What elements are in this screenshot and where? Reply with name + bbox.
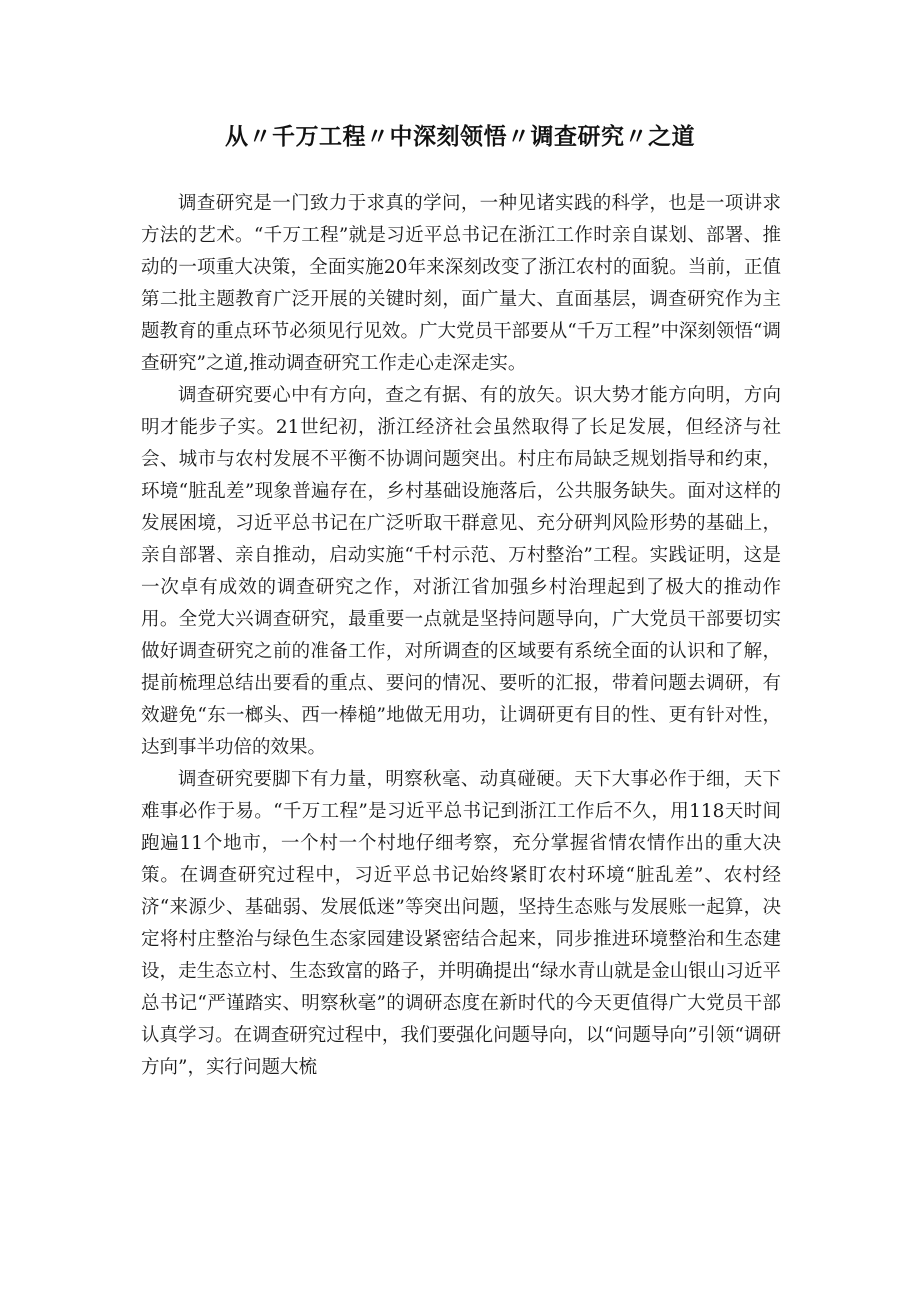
paragraph-1: 调查研究是一门致力于求真的学问，一种见诸实践的科学，也是一项讲求方法的艺术。“千万工程”就是习近平总书记在浙江工作时亲自谋划、部署、推动的一项重大决策，全面实施20年来深刻改变了浙江农村的面貌。当前，正值第二批主题教育广泛开展的关键时刻，面广量大、直面基层，调查研究作为主题教育的重点环节必须见行见效。广大党员干部要从“千万工程”中深刻领悟“调查研究”之道,推动调查研究工作走心走深走实。 [141, 193, 781, 374]
document-body [141, 188, 781, 1084]
document-title: 从〃千万工程〃中深刻领悟〃调查研究〃之道 [225, 124, 695, 150]
paragraph-3: 调查研究要脚下有力量，明察秋毫、动真碰硬。天下大事必作于细，天下难事必作于易。“千万工程”是习近平总书记到浙江工作后不久，用118天时间跑遍11个地市，一个村一个村地仔细考察，充分掌握省情农情作出的重大决策。在调查研究过程中，习近平总书记始终紧盯农村环境“脏乱差”、农村经济“来源少、基础弱、发展低迷”等突出问题，坚持生态账与发展账一起算，决定将村庄整治与绿色生态家园建设紧密结合起来，同步推进环境整治和生态建设，走生态立村、生态致富的路子，并明确提出“绿水青山就是金山银山习近平总书记“严谨踏实、明察秋毫”的调研态度在新时代的今天更值得广大党员干部认真学习。在调查研究过程中，我们要强化问题导向，以“问题导向”引领“调研方向”，实行问题大梳 [141, 769, 781, 1078]
paragraph-2: 调查研究要心中有方向，查之有据、有的放矢。识大势才能方向明，方向明才能步子实。21世纪初，浙江经济社会虽然取得了长足发展，但经济与社会、城市与农村发展不平衡不协调问题突出。村庄布局缺乏规划指导和约束，环境“脏乱差”现象普遍存在，乡村基础设施落后，公共服务缺失。面对这样的发展困境，习近平总书记在广泛听取干群意见、充分研判风险形势的基础上，亲自部署、亲自推动，启动实施“千村示范、万村整治”工程。实践证明，这是一次卓有成效的调查研究之作，对浙江省加强乡村治理起到了极大的推动作用。全党大兴调查研究，最重要一点就是坚持问题导向，广大党员干部要切实做好调查研究之前的准备工作，对所调查的区域要有系统全面的认识和了解，提前梳理总结出要看的重点、要问的情况、要听的汇报，带着问题去调研，有效避免“东一榔头、西一棒槌”地做无用功，让调研更有目的性、更有针对性，达到事半功倍的效果。 [141, 385, 781, 758]
